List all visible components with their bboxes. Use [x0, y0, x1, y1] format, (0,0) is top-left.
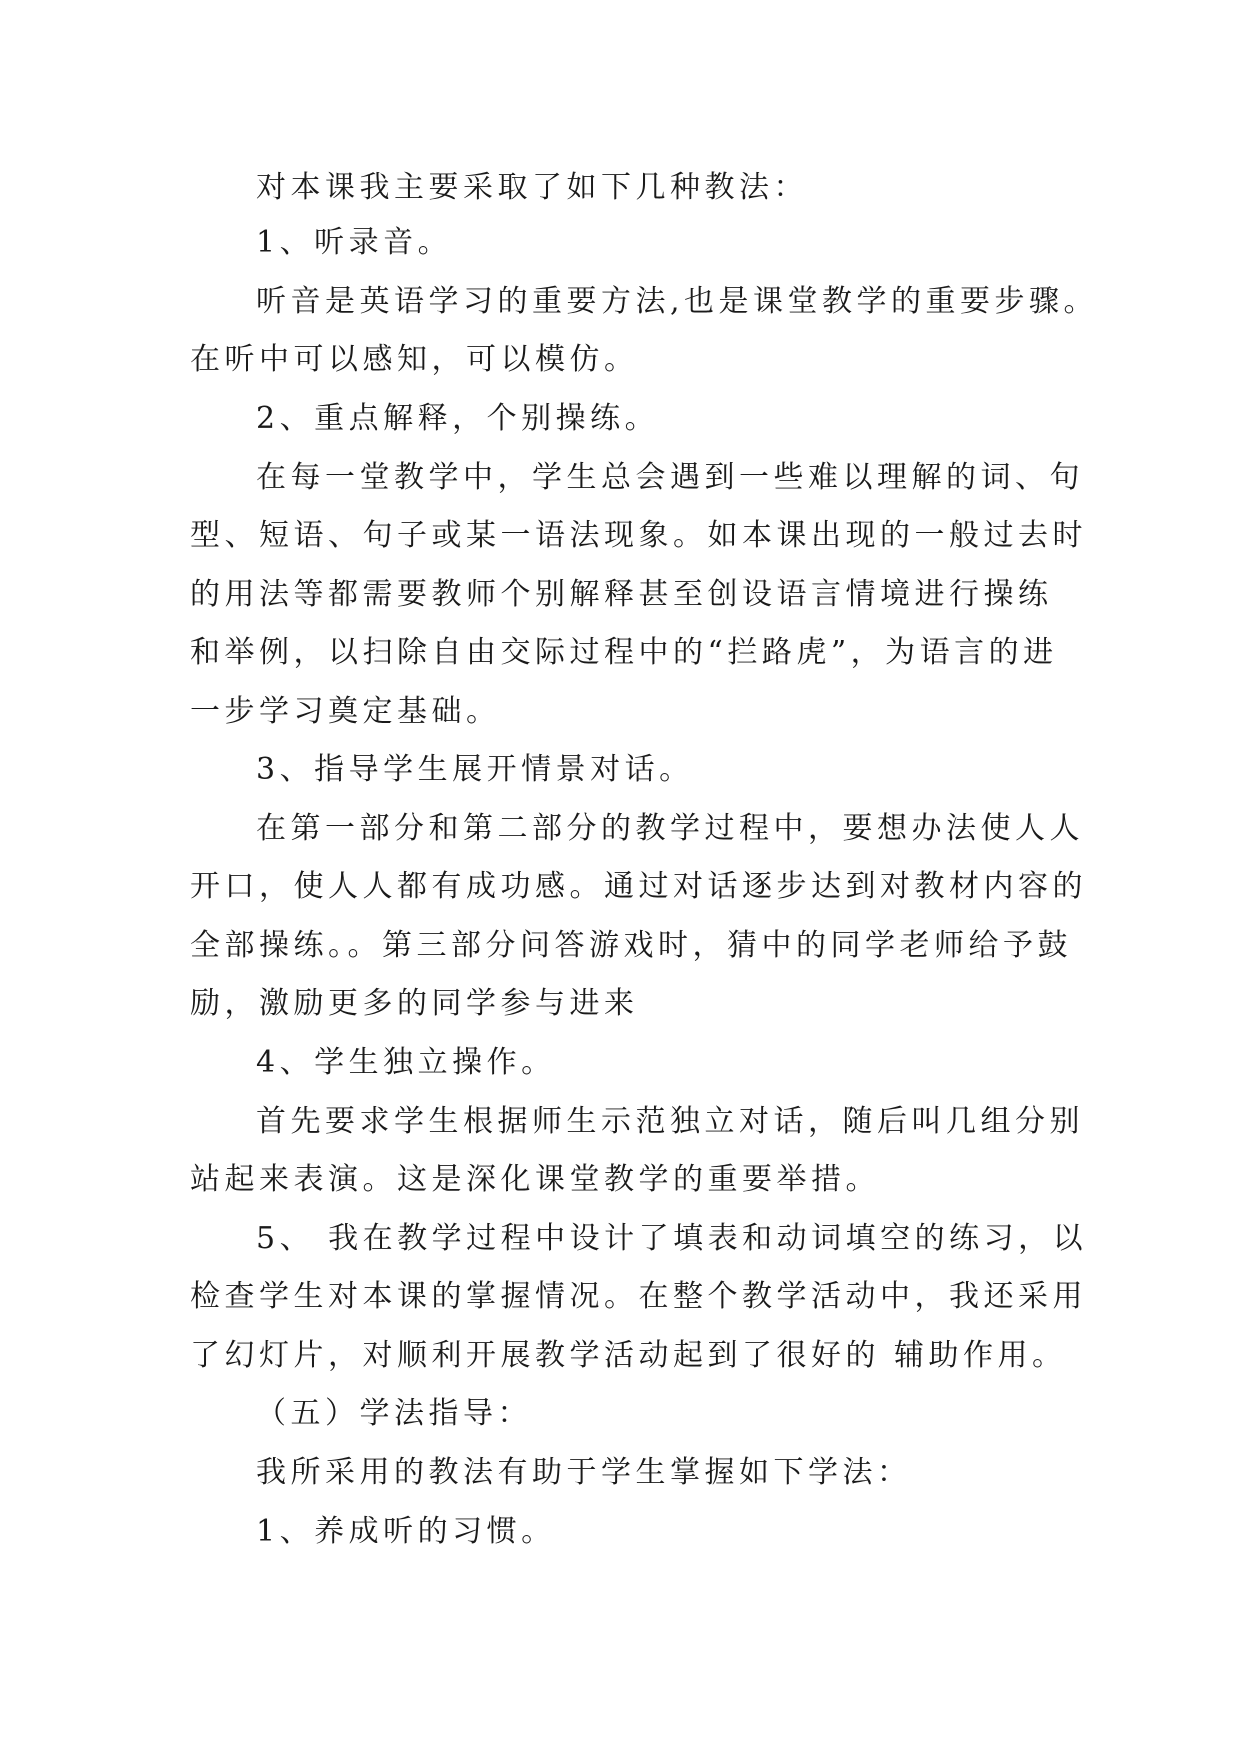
paragraph-line: 在听中可以感知，可以模仿。	[190, 342, 639, 377]
paragraph-line: 2、重点解释，个别操练。	[256, 401, 660, 436]
paragraph-line: 5、 我在教学过程中设计了填表和动词填空的练习，以	[256, 1221, 1088, 1256]
paragraph-line: 了幻灯片，对顺利开展教学活动起到了很好的 辅助作用。	[190, 1338, 1067, 1373]
paragraph-line: 一步学习奠定基础。	[190, 694, 501, 729]
paragraph-line: 在第一部分和第二部分的教学过程中，要想办法使人人	[256, 811, 1084, 846]
paragraph-line: 开口，使人人都有成功感。通过对话逐步达到对教材内容的	[190, 869, 1087, 904]
paragraph-line: 4、学生独立操作。	[256, 1045, 556, 1080]
paragraph-line: 励，激励更多的同学参与进来	[190, 986, 639, 1021]
paragraph-line: 在每一堂教学中，学生总会遇到一些难以理解的词、句	[256, 460, 1084, 495]
paragraph-line: 我所采用的教法有助于学生掌握如下学法：	[256, 1455, 912, 1490]
paragraph-line: 对本课我主要采取了如下几种教法：	[256, 170, 808, 205]
paragraph-line: 型、短语、句子或某一语法现象。如本课出现的一般过去时	[190, 518, 1087, 553]
paragraph-line: 和举例，以扫除自由交际过程中的“拦路虎”，为语言的进	[190, 635, 1058, 670]
paragraph-line: 首先要求学生根据师生示范独立对话，随后叫几组分别	[256, 1104, 1084, 1139]
paragraph-line: 1、听录音。	[256, 225, 453, 260]
paragraph-line: 听音是英语学习的重要方法,也是课堂教学的重要步骤。	[256, 284, 1099, 319]
paragraph-line: 检查学生对本课的掌握情况。在整个教学活动中，我还采用	[190, 1279, 1087, 1314]
section-heading: （五）学法指导：	[256, 1396, 532, 1431]
paragraph-line: 1、养成听的习惯。	[256, 1514, 556, 1549]
paragraph-line: 站起来表演。这是深化课堂教学的重要举措。	[190, 1162, 880, 1197]
paragraph-line: 3、指导学生展开情景对话。	[256, 752, 694, 787]
paragraph-line: 全部操练。。第三部分问答游戏时，猜中的同学老师给予鼓	[190, 928, 1072, 963]
paragraph-line: 的用法等都需要教师个别解释甚至创设语言情境进行操练	[190, 577, 1053, 612]
